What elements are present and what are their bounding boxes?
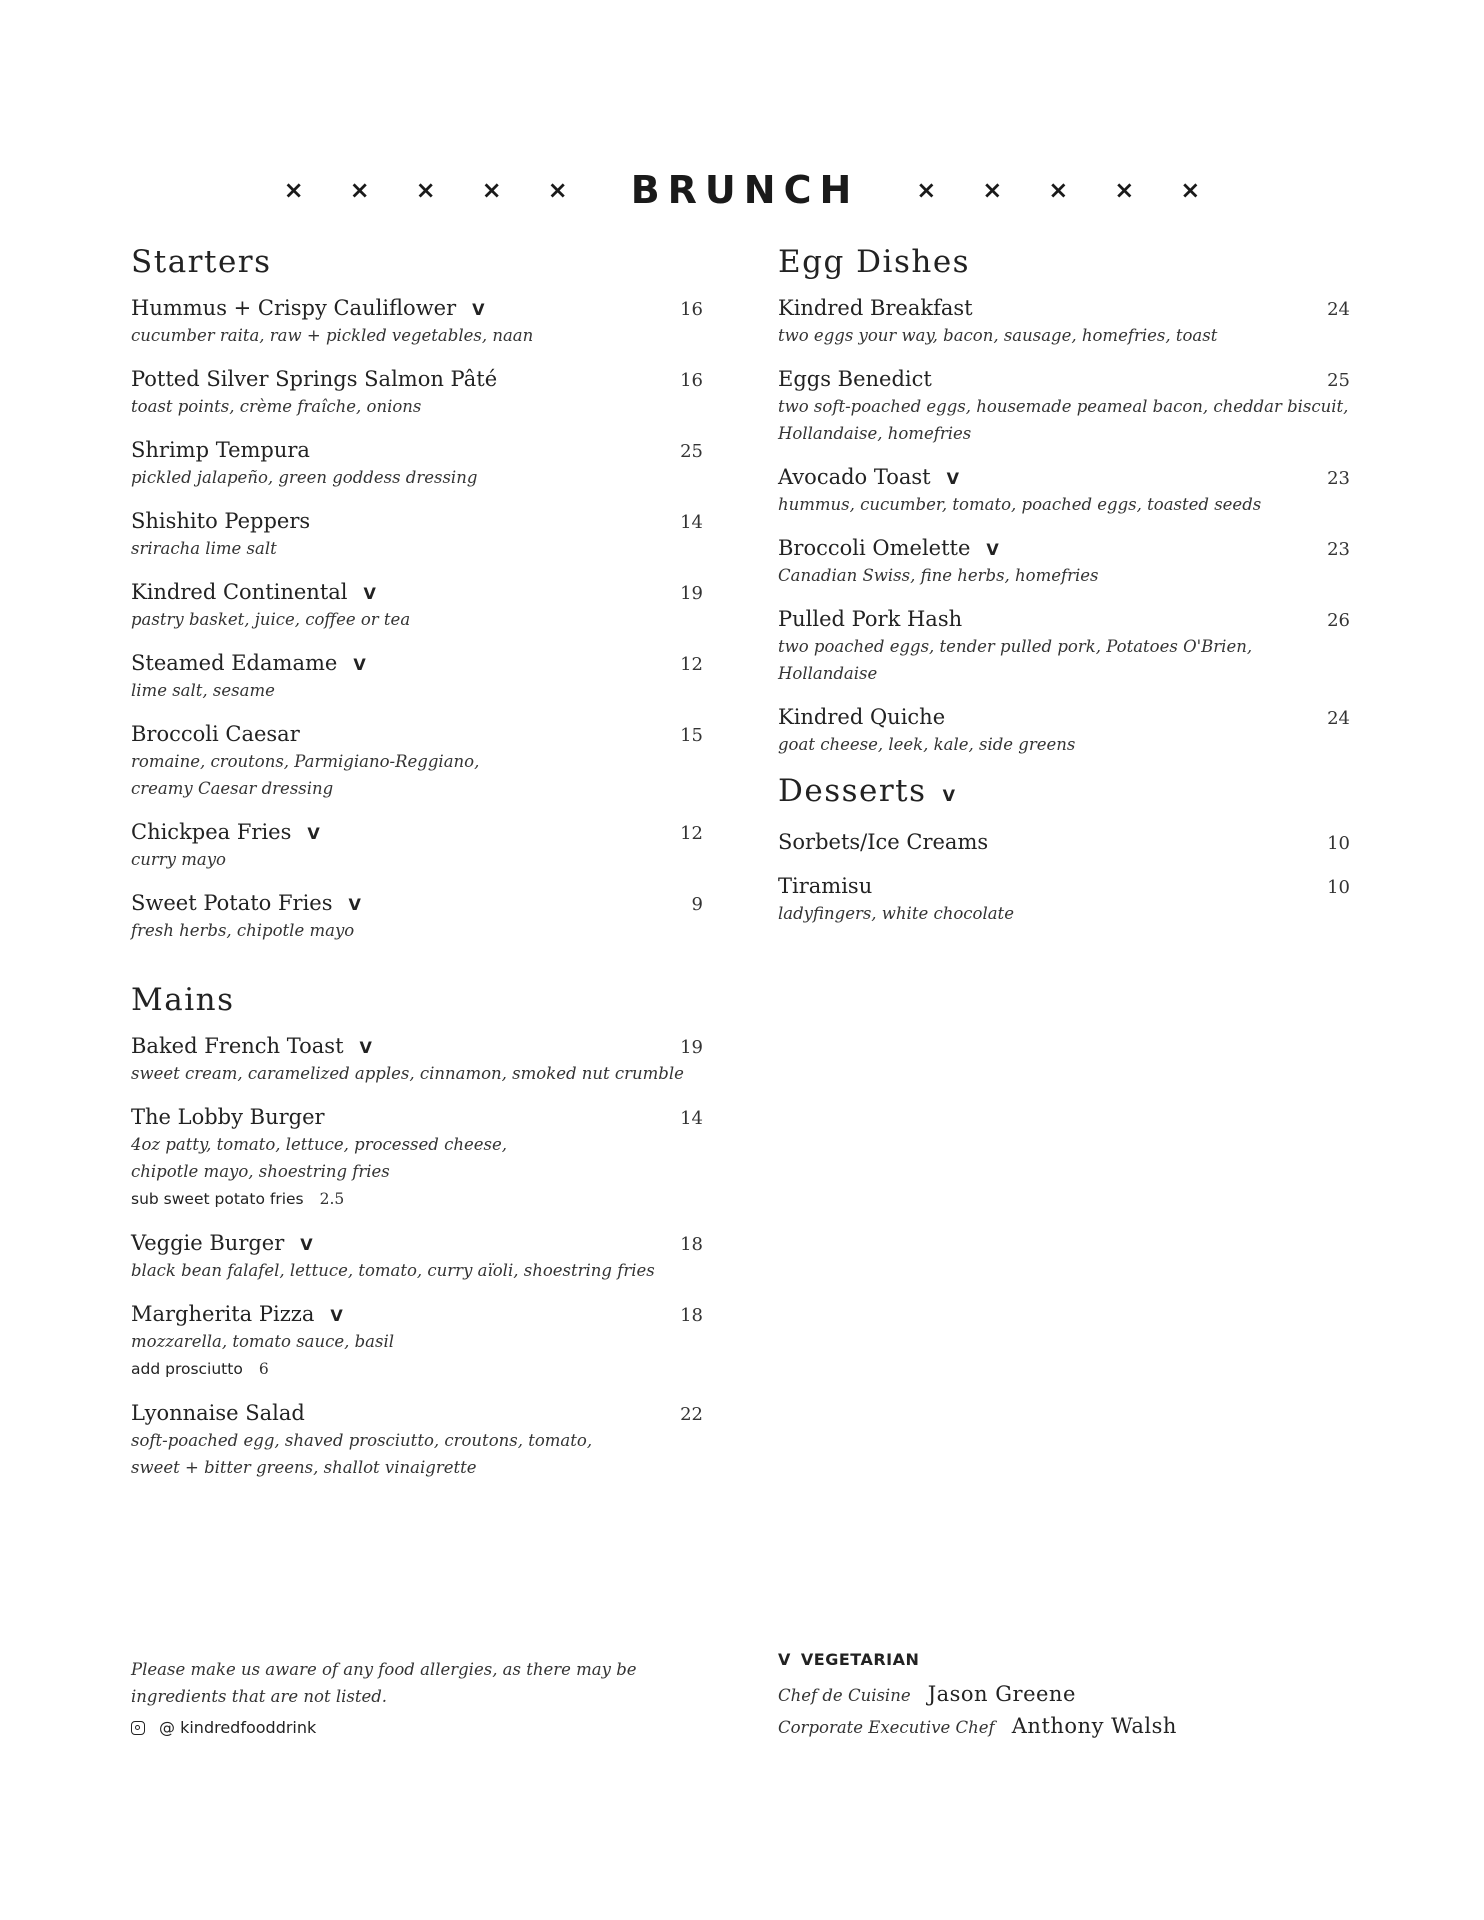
menu-item: [131, 1032, 703, 1087]
x-ornament-icon: ×: [481, 176, 502, 204]
footer-notes: [131, 1656, 651, 1737]
vegetarian-mark: V: [986, 540, 999, 559]
instagram-handle: @ kindredfooddrink: [159, 1718, 317, 1737]
chef-role: Corporate Executive Chef: [778, 1718, 995, 1737]
menu-item-heading: [778, 872, 872, 900]
menu-item-row: [778, 534, 1350, 562]
menu-item-description: chipotle mayo, shoestring fries: [131, 1162, 390, 1181]
menu-item: [778, 872, 1350, 927]
menu-item-price: 10: [1327, 833, 1350, 854]
menu-item-row: [131, 1300, 703, 1328]
menu-item-heading: [131, 1032, 372, 1060]
menu-item-row: [131, 1103, 703, 1131]
vegetarian-mark: V: [363, 584, 376, 603]
menu-item-row: [778, 703, 1350, 731]
menu-item-row: [131, 365, 703, 393]
chef-name: Anthony Walsh: [1011, 1714, 1177, 1738]
menu-item-name: Avocado Toast: [778, 465, 931, 489]
menu-item-row: [131, 436, 703, 464]
menu-item-name: Margherita Pizza: [131, 1302, 315, 1326]
desserts-list: [778, 828, 1350, 927]
menu-item: [778, 605, 1350, 687]
menu-item: [778, 703, 1350, 758]
menu-item-heading: [778, 463, 959, 491]
menu-item-heading: [131, 818, 320, 846]
menu-item-row: [131, 294, 703, 322]
menu-item-name: Pulled Pork Hash: [778, 607, 963, 631]
menu-item-heading: [131, 889, 361, 917]
menu-item-description: Canadian Swiss, fine herbs, homefries: [778, 566, 1099, 585]
menu-item-row: [778, 872, 1350, 900]
menu-item-row: [778, 294, 1350, 322]
menu-item: [131, 365, 703, 420]
menu-item: [778, 463, 1350, 518]
menu-item-name: Kindred Continental: [131, 580, 348, 604]
x-ornament-icon: ×: [349, 176, 370, 204]
addon-price: 2.5: [319, 1190, 345, 1208]
menu-item-heading: [131, 1229, 313, 1257]
menu-item-price: 10: [1327, 877, 1350, 898]
addon-price: 6: [258, 1360, 269, 1378]
addon-label: sub sweet potato fries: [131, 1190, 304, 1208]
menu-item: [778, 828, 1350, 856]
menu-item: [131, 818, 703, 873]
x-ornament-icon: ×: [1180, 176, 1201, 204]
starters-section: [131, 242, 703, 960]
menu-item-row: [131, 889, 703, 917]
menu-item-description: ladyfingers, white chocolate: [778, 904, 1014, 923]
menu-item-row: [131, 720, 703, 748]
egg-dishes-section: [778, 242, 1350, 774]
desserts-section: [778, 771, 1350, 943]
menu-item-price: 18: [680, 1234, 703, 1255]
chef-name: Jason Greene: [927, 1682, 1076, 1706]
menu-item: [131, 1300, 703, 1383]
menu-item: [778, 534, 1350, 589]
mains-section: [131, 980, 703, 1497]
menu-item-price: 18: [680, 1305, 703, 1326]
allergy-note-line2: ingredients that are not listed.: [131, 1687, 388, 1706]
menu-item-price: 24: [1327, 299, 1350, 320]
menu-item-price: 16: [680, 299, 703, 320]
menu-item-name: Veggie Burger: [131, 1231, 285, 1255]
footer-credits: [778, 1650, 1298, 1743]
menu-item-description: mozzarella, tomato sauce, basil: [131, 1332, 395, 1351]
menu-item-heading: [131, 578, 376, 606]
ornaments-left: [261, 176, 591, 204]
vegetarian-mark: V: [330, 1306, 343, 1325]
desserts-title-text: Desserts: [778, 773, 927, 809]
menu-header: [0, 168, 1484, 212]
menu-item-heading: [778, 294, 973, 322]
menu-item-description: fresh herbs, chipotle mayo: [131, 921, 355, 940]
vegetarian-mark: V: [300, 1235, 313, 1254]
menu-item-heading: [131, 365, 497, 393]
menu-item-name: Shrimp Tempura: [131, 438, 310, 462]
menu-item-description: two eggs your way, bacon, sausage, homefries, toast: [778, 326, 1218, 345]
menu-title: BRUNCH: [630, 168, 860, 212]
menu-item-description: 4oz patty, tomato, lettuce, processed cheese,: [131, 1135, 507, 1154]
menu-item: [131, 720, 703, 802]
vegetarian-mark: V: [359, 1038, 372, 1057]
menu-item-price: 23: [1327, 539, 1350, 560]
menu-item-description: two soft-poached eggs, housemade peameal bacon, cheddar biscuit,: [778, 397, 1349, 416]
menu-item-price: 16: [680, 370, 703, 391]
menu-item-name: Chickpea Fries: [131, 820, 292, 844]
menu-item-heading: [131, 1103, 325, 1131]
menu-item-row: [778, 605, 1350, 633]
vegetarian-mark: V: [348, 895, 361, 914]
menu-item-name: Kindred Quiche: [778, 705, 946, 729]
addon-label: add prosciutto: [131, 1360, 243, 1378]
menu-item-price: 22: [680, 1404, 703, 1425]
legend-label: VEGETARIAN: [800, 1650, 920, 1669]
menu-item: [131, 649, 703, 704]
section-title-egg-dishes: Egg Dishes: [778, 244, 971, 280]
vegetarian-mark: V: [472, 300, 485, 319]
starters-list: [131, 294, 703, 944]
menu-item-row: [778, 828, 1350, 856]
chef-row: [778, 1679, 1298, 1711]
menu-item-price: 14: [680, 512, 703, 533]
menu-item: [778, 365, 1350, 447]
menu-item: [131, 294, 703, 349]
menu-item-row: [131, 1229, 703, 1257]
menu-item-heading: [778, 703, 945, 731]
menu-item-row: [131, 1032, 703, 1060]
menu-item-description: soft-poached egg, shaved prosciutto, croutons, tomato,: [131, 1431, 593, 1450]
menu-item-name: Potted Silver Springs Salmon Pâté: [131, 367, 498, 391]
instagram-icon: [131, 1721, 145, 1735]
menu-item-description: two poached eggs, tender pulled pork, Potatoes O'Brien, Hollandaise: [778, 637, 1253, 683]
mains-list: [131, 1032, 703, 1481]
x-ornament-icon: ×: [1114, 176, 1135, 204]
menu-item-price: 25: [1327, 370, 1350, 391]
menu-item: [131, 436, 703, 491]
menu-item-row: [778, 365, 1350, 393]
vegetarian-mark: V: [307, 824, 320, 843]
menu-item-heading: [131, 294, 485, 322]
menu-item-addon: [131, 1185, 703, 1213]
menu-item-row: [131, 649, 703, 677]
menu-item-description: romaine, croutons, Parmigiano-Reggiano,: [131, 752, 480, 771]
allergy-note-line1: Please make us aware of any food allergies, as there may be: [131, 1660, 637, 1679]
menu-item-row: [131, 1399, 703, 1427]
section-title-mains: Mains: [131, 982, 235, 1018]
menu-item-price: 23: [1327, 468, 1350, 489]
menu-item-heading: [131, 507, 310, 535]
menu-item: [131, 1103, 703, 1213]
x-ornament-icon: ×: [916, 176, 937, 204]
x-ornament-icon: ×: [1048, 176, 1069, 204]
ornaments-right: [893, 176, 1223, 204]
section-title-desserts: [778, 771, 1350, 816]
menu-item-description: hummus, cucumber, tomato, poached eggs, toasted seeds: [778, 495, 1262, 514]
menu-item-name: Broccoli Caesar: [131, 722, 300, 746]
menu-item: [131, 507, 703, 562]
menu-item-price: 19: [680, 1037, 703, 1058]
menu-item-addon: [131, 1355, 703, 1383]
chef-row: [778, 1711, 1298, 1743]
menu-item-name: Hummus + Crispy Cauliflower: [131, 296, 457, 320]
menu-item-name: Eggs Benedict: [778, 367, 932, 391]
menu-item-heading: [131, 720, 300, 748]
menu-item-description: cucumber raita, raw + pickled vegetables, naan: [131, 326, 534, 345]
menu-item-heading: [131, 436, 310, 464]
menu-item-description: curry mayo: [131, 850, 226, 869]
menu-item-name: Sweet Potato Fries: [131, 891, 333, 915]
vegetarian-mark: V: [778, 1650, 791, 1669]
vegetarian-legend: [778, 1650, 1298, 1669]
menu-item-name: Steamed Edamame: [131, 651, 338, 675]
x-ornament-icon: ×: [415, 176, 436, 204]
x-ornament-icon: ×: [982, 176, 1003, 204]
menu-item: [778, 294, 1350, 349]
menu-item: [131, 578, 703, 633]
menu-item-name: Baked French Toast: [131, 1034, 344, 1058]
menu-item-price: 24: [1327, 708, 1350, 729]
menu-item-name: Kindred Breakfast: [778, 296, 973, 320]
menu-item-description: creamy Caesar dressing: [131, 779, 334, 798]
menu-item-name: Shishito Peppers: [131, 509, 311, 533]
menu-item: [131, 1399, 703, 1481]
menu-item: [131, 1229, 703, 1284]
menu-item-description: Hollandaise, homefries: [778, 424, 972, 443]
menu-item-name: Sorbets/Ice Creams: [778, 830, 989, 854]
menu-item-heading: [778, 605, 962, 633]
menu-item-description: toast points, crème fraîche, onions: [131, 397, 422, 416]
menu-item-price: 15: [680, 725, 703, 746]
menu-item-description: sweet cream, caramelized apples, cinnamon, smoked nut crumble: [131, 1064, 684, 1083]
menu-item-price: 19: [680, 583, 703, 604]
menu-item-price: 14: [680, 1108, 703, 1129]
egg-dishes-list: [778, 294, 1350, 758]
menu-item-description: sriracha lime salt: [131, 539, 277, 558]
menu-item-price: 26: [1327, 610, 1350, 631]
menu-item-description: goat cheese, leek, kale, side greens: [778, 735, 1076, 754]
menu-item-row: [131, 578, 703, 606]
menu-item-description: black bean falafel, lettuce, tomato, curry aïoli, shoestring fries: [131, 1261, 655, 1280]
x-ornament-icon: ×: [547, 176, 568, 204]
menu-item-row: [131, 507, 703, 535]
menu-item-price: 12: [680, 823, 703, 844]
menu-item-heading: [131, 1300, 343, 1328]
menu-item-heading: [778, 828, 988, 856]
chef-role: Chef de Cuisine: [778, 1686, 911, 1705]
vegetarian-mark: V: [946, 469, 960, 488]
menu-item-description: sweet + bitter greens, shallot vinaigrette: [131, 1458, 477, 1477]
menu-item-heading: [131, 649, 366, 677]
section-title-starters: Starters: [131, 244, 272, 280]
menu-item: [131, 889, 703, 944]
x-ornament-icon: ×: [283, 176, 304, 204]
vegetarian-mark: V: [942, 786, 957, 805]
menu-item-heading: [131, 1399, 305, 1427]
menu-item-price: 25: [680, 441, 703, 462]
vegetarian-mark: V: [353, 655, 366, 674]
menu-item-price: 12: [680, 654, 703, 675]
menu-item-heading: [778, 534, 999, 562]
menu-item-name: Broccoli Omelette: [778, 536, 971, 560]
instagram-link[interactable]: [131, 1718, 651, 1737]
menu-item-name: Lyonnaise Salad: [131, 1401, 305, 1425]
menu-item-name: Tiramisu: [778, 874, 873, 898]
menu-item-name: The Lobby Burger: [131, 1105, 325, 1129]
menu-item-description: pickled jalapeño, green goddess dressing: [131, 468, 478, 487]
menu-item-row: [778, 463, 1350, 491]
menu-item-price: 9: [691, 894, 703, 915]
menu-item-description: lime salt, sesame: [131, 681, 275, 700]
menu-item-row: [131, 818, 703, 846]
menu-item-description: pastry basket, juice, coffee or tea: [131, 610, 411, 629]
menu-item-heading: [778, 365, 932, 393]
